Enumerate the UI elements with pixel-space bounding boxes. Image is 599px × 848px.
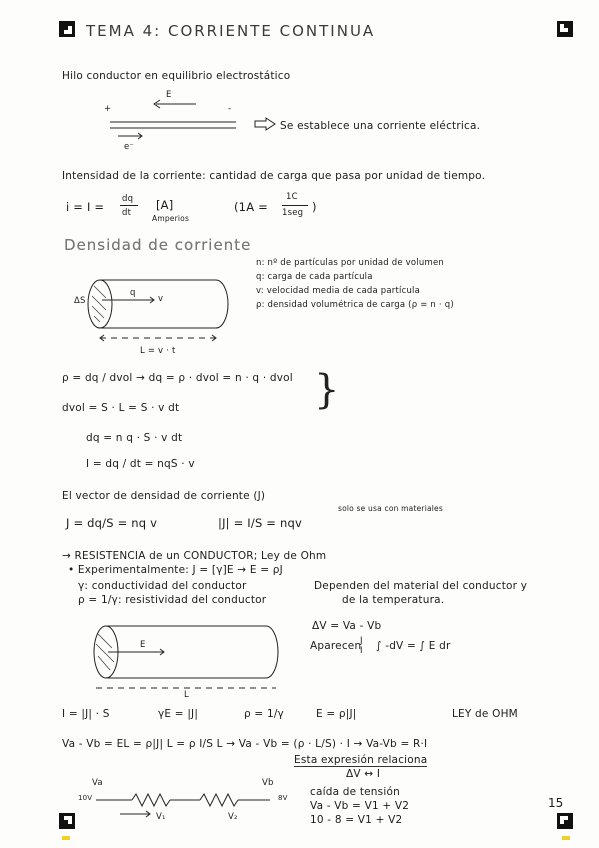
minus-sign: - bbox=[228, 104, 232, 114]
electron-label: e⁻ bbox=[124, 142, 135, 152]
ohm-row1-b: γE = |J| bbox=[158, 708, 199, 720]
intro-line: Hilo conductor en equilibrio electrostático bbox=[62, 70, 291, 82]
intensity-den: dt bbox=[122, 208, 132, 218]
plus-sign: + bbox=[104, 104, 112, 114]
density-eq-3: dq = n q · S · v dt bbox=[86, 432, 183, 444]
ohm-row1-d: E = ρ|J| bbox=[316, 708, 357, 720]
intensity-unit: [A] bbox=[156, 198, 174, 212]
circuit-diagram bbox=[80, 786, 300, 826]
page-number: 15 bbox=[548, 796, 564, 810]
ohm-relation-note: Esta expresión relaciona bbox=[294, 754, 428, 766]
circuit-caida: caída de tensión bbox=[310, 786, 400, 798]
intensity-num: dq bbox=[122, 194, 134, 204]
cylinder-v-label: v bbox=[158, 294, 164, 304]
equiv-lhs: (1A = bbox=[234, 200, 268, 214]
ohm-row1-a: I = |J| · S bbox=[62, 708, 110, 720]
fraction-bar bbox=[120, 205, 138, 206]
circuit-v2: V₂ bbox=[228, 812, 238, 822]
field-label: E bbox=[166, 90, 172, 100]
ohm-experimental: • Experimentalmente: J = [γ]E → E = ρJ bbox=[68, 564, 283, 576]
density-heading: Densidad de corriente bbox=[64, 236, 252, 254]
current-note: Se establece una corriente eléctrica. bbox=[280, 120, 481, 132]
density-brace: } bbox=[314, 367, 340, 413]
corner-mark-top-left-icon bbox=[58, 20, 76, 38]
corner-mark-top-right-icon bbox=[556, 20, 574, 38]
ohm-integral: ∫ -dV = ∫ E dr bbox=[376, 640, 451, 652]
density-eq-4: I = dq / dt = nqS · v bbox=[86, 458, 195, 470]
circuit-vb: Vb bbox=[262, 778, 274, 788]
circuit-v1: V₁ bbox=[156, 812, 166, 822]
cylinder-length-label: L = v · t bbox=[140, 346, 176, 356]
density-eq-2: dvol = S · L = S · v dt bbox=[62, 402, 180, 414]
density-def-rho: ρ: densidad volumétrica de carga (ρ = n · q) bbox=[256, 300, 454, 310]
ohm-rho: ρ = 1/γ: resistividad del conductor bbox=[78, 594, 267, 606]
ohm-j-over-i: J I bbox=[360, 636, 363, 656]
circuit-10v: 10V bbox=[78, 794, 93, 802]
conductor-cylinder bbox=[86, 622, 286, 698]
vector-note: solo se usa con materiales bbox=[338, 504, 443, 513]
circuit-8v: 8V bbox=[278, 794, 288, 802]
circuit-eq-2: 10 - 8 = V1 + V2 bbox=[310, 814, 403, 826]
intensity-unit-name: Amperios bbox=[152, 214, 190, 223]
ohm-gamma: γ: conductividad del conductor bbox=[78, 580, 247, 592]
ohm-dv: ΔV = Va - Vb bbox=[312, 620, 382, 632]
ohm-depend-2: de la temperatura. bbox=[342, 594, 445, 606]
density-def-n: n: nº de partículas por unidad de volumen bbox=[256, 258, 444, 268]
corner-mark-bottom-left-icon bbox=[58, 812, 76, 842]
equiv-den: 1seg bbox=[282, 208, 304, 218]
circuit-va: Va bbox=[92, 778, 103, 788]
conductor-length-label: L bbox=[184, 690, 189, 700]
cylinder-area-label: ΔS bbox=[74, 296, 86, 306]
equiv-fraction-bar bbox=[282, 205, 308, 206]
density-eq-1: ρ = dq / dvol → dq = ρ · dvol = n · q · dvol bbox=[62, 372, 293, 384]
equiv-close: ) bbox=[312, 200, 317, 214]
equiv-num: 1C bbox=[286, 192, 298, 202]
hollow-arrow-icon bbox=[254, 117, 276, 131]
ohm-aparecen: Aparecen bbox=[310, 640, 362, 652]
ohm-relation-dv: ΔV ↔ I bbox=[346, 768, 381, 780]
circuit-eq-1: Va - Vb = V1 + V2 bbox=[310, 800, 410, 812]
ohm-title: → RESISTENCIA de un CONDUCTOR; Ley de Ohm bbox=[62, 550, 327, 562]
density-def-v: v: velocidad media de cada partícula bbox=[256, 286, 421, 296]
wire-diagram bbox=[96, 86, 256, 156]
ohm-row2: Va - Vb = EL = ρ|J| L = ρ I/S L → Va - Vb = (ρ · L/S) · I → Va-Vb = R·I bbox=[62, 738, 428, 750]
ohm-law-label: LEY de OHM bbox=[452, 708, 518, 720]
vector-eq-1: J = dq/S = nq v bbox=[66, 516, 158, 530]
density-def-q: q: carga de cada partícula bbox=[256, 272, 373, 282]
conductor-field-label: E bbox=[140, 640, 146, 650]
ohm-row1-c: ρ = 1/γ bbox=[244, 708, 284, 720]
page-title: TEMA 4: CORRIENTE CONTINUA bbox=[86, 22, 376, 40]
vector-title: El vector de densidad de corriente (J) bbox=[62, 490, 266, 502]
vector-eq-2: |J| = I/S = nqv bbox=[218, 516, 302, 530]
intensity-definition: Intensidad de la corriente: cantidad de carga que pasa por unidad de tiempo. bbox=[62, 170, 486, 182]
cylinder-q-label: q bbox=[130, 288, 136, 298]
intensity-formula-lhs: i = I = bbox=[66, 200, 105, 214]
corner-mark-bottom-right-icon bbox=[556, 812, 574, 842]
ohm-depend-1: Dependen del material del conductor y bbox=[314, 580, 528, 592]
